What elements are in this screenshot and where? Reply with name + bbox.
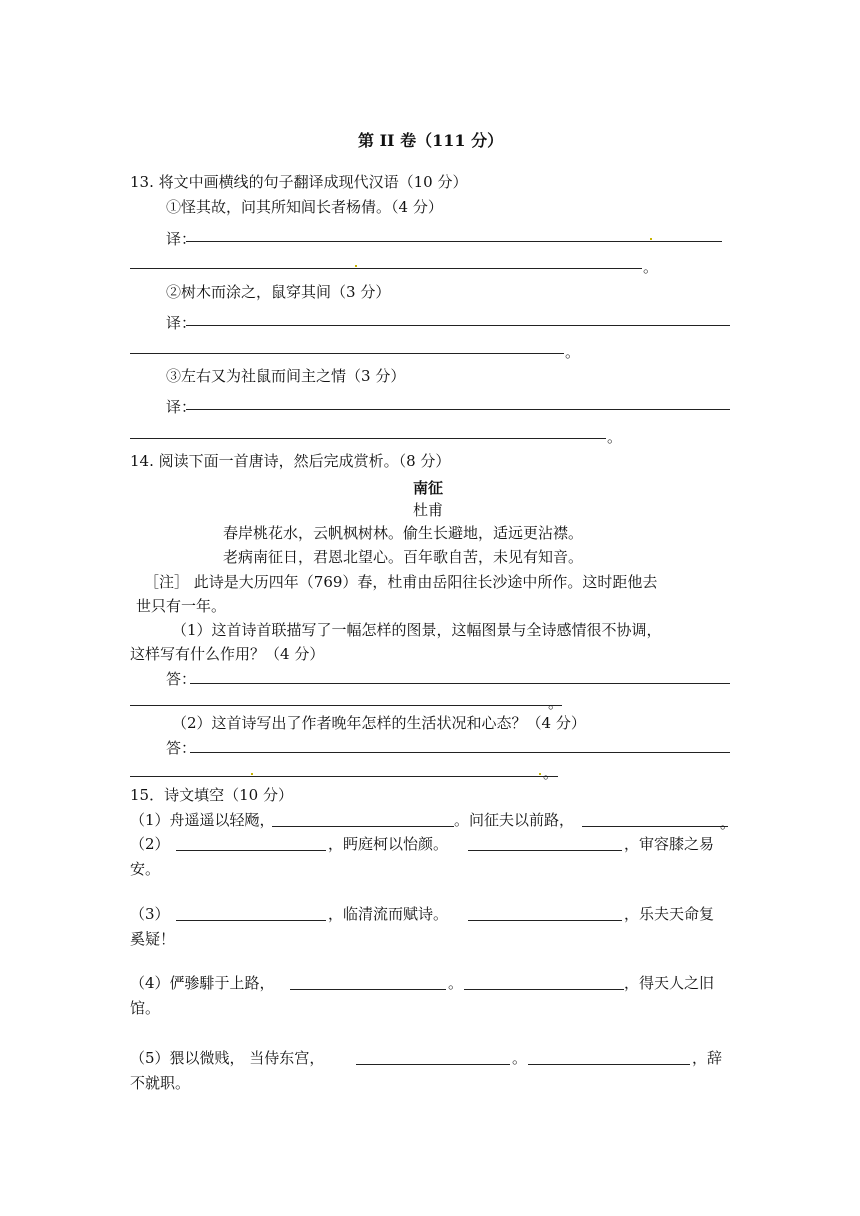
q13-item-1-end: 。	[643, 258, 659, 276]
q15-l3-b: ，临清流而赋诗。	[328, 905, 449, 923]
q13-item-2-answer-line-1[interactable]	[186, 325, 730, 326]
marker-dot	[539, 773, 541, 775]
poem-title: 南征	[413, 479, 444, 497]
q15-blank-4[interactable]	[468, 850, 622, 851]
q15-blank-6[interactable]	[468, 920, 622, 921]
q15-blank-10[interactable]	[528, 1064, 690, 1065]
q15-l5-a: （5）猥以微贱， 当侍东宫，	[130, 1049, 325, 1067]
q13-item-1: ①怪其故，问其所知闾长者杨倩。（4 分）	[166, 198, 443, 216]
q14-sub1-answer-line-1[interactable]	[190, 683, 730, 684]
q13-item-3-prefix: 译：	[166, 398, 197, 416]
q15-blank-1[interactable]	[272, 826, 454, 827]
q14-sub1-line-1: （1）这首诗首联描写了一幅怎样的图景，这幅图景与全诗感情很不协调，	[172, 621, 662, 639]
q15-l3-d: 奚疑！	[130, 930, 176, 948]
poem-note-line-2: 世只有一年。	[136, 597, 227, 615]
q15-blank-7[interactable]	[290, 989, 446, 990]
q14-sub1-answer-prefix: 答：	[166, 670, 197, 688]
q13-stem: 13. 将文中画横线的句子翻译成现代汉语（10 分）	[130, 173, 468, 191]
q15-stem: 15．诗文填空（10 分）	[130, 786, 293, 804]
q13-item-2-answer-line-2[interactable]	[130, 353, 564, 354]
q14-sub1-answer-line-2[interactable]	[130, 705, 562, 706]
section-title: 第 II 卷（111 分）	[358, 131, 504, 150]
q13-item-2-end: 。	[565, 343, 581, 361]
q14-sub2: （2）这首诗写出了作者晚年怎样的生活状况和心态？（4 分）	[172, 714, 586, 732]
q13-item-2: ②树木而涂之，鼠穿其间（3 分）	[166, 283, 391, 301]
q15-l4-b: 。	[448, 974, 464, 992]
q14-sub2-answer-prefix: 答：	[166, 739, 197, 757]
q13-item-3-answer-line-1[interactable]	[186, 409, 730, 410]
q14-sub1-end: 。	[548, 694, 564, 712]
q14-stem: 14. 阅读下面一首唐诗，然后完成赏析。（8 分）	[130, 452, 451, 470]
q15-l4-a: （4）俨骖騑于上路，	[130, 974, 275, 992]
q13-item-3-answer-line-2[interactable]	[130, 438, 606, 439]
q15-blank-2[interactable]	[582, 826, 728, 827]
q14-sub2-answer-line-2[interactable]	[130, 776, 558, 777]
q15-l5-c: ，辞	[692, 1049, 723, 1067]
marker-dot	[251, 773, 253, 775]
q13-item-1-answer-line-2[interactable]	[130, 268, 642, 269]
poem-author: 杜甫	[413, 501, 444, 519]
q13-item-3-end: 。	[607, 428, 623, 446]
q15-l3-c: ，乐夫天命复	[624, 905, 715, 923]
q15-l1-b: 。问征夫以前路，	[454, 811, 575, 829]
marker-dot	[650, 238, 652, 240]
q13-item-3: ③左右又为社鼠而间主之情（3 分）	[166, 367, 406, 385]
q15-l2-a: （2）	[130, 835, 170, 853]
q13-item-2-prefix: 译：	[166, 314, 197, 332]
q15-blank-8[interactable]	[464, 989, 624, 990]
poem-note-line-1: ［注］ 此诗是大历四年（769）春，杜甫由岳阳往长沙途中所作。这时距他去	[144, 573, 658, 591]
q15-blank-9[interactable]	[356, 1064, 510, 1065]
q15-l1-c: 。	[720, 814, 736, 832]
q15-blank-5[interactable]	[176, 920, 326, 921]
marker-dot	[355, 265, 357, 267]
q15-l2-c: ，审容膝之易	[624, 835, 715, 853]
q15-l3-a: （3）	[130, 905, 170, 923]
q15-l4-d: 馆。	[130, 999, 161, 1017]
q15-l2-d: 安。	[130, 860, 161, 878]
q13-item-1-answer-line-1[interactable]	[186, 241, 722, 242]
q15-l2-b: ，眄庭柯以怡颜。	[328, 835, 449, 853]
poem-line-2: 老病南征日，君恩北望心。百年歌自苦，未见有知音。	[223, 548, 584, 566]
q15-blank-3[interactable]	[176, 850, 326, 851]
q15-l1-a: （1）舟遥遥以轻飏，	[130, 811, 275, 829]
poem-line-1: 春岸桃花水，云帆枫树林。偷生长避地，适远更沾襟。	[223, 524, 584, 542]
q13-item-1-prefix: 译：	[166, 230, 197, 248]
q14-sub2-answer-line-1[interactable]	[190, 752, 730, 753]
q15-l5-d: 不就职。	[130, 1074, 191, 1092]
q15-l4-c: ，得天人之旧	[624, 974, 715, 992]
q15-l5-b: 。	[512, 1049, 528, 1067]
q14-sub1-line-2: 这样写有什么作用？（4 分）	[130, 645, 325, 663]
q14-sub2-end: 。	[543, 764, 559, 782]
